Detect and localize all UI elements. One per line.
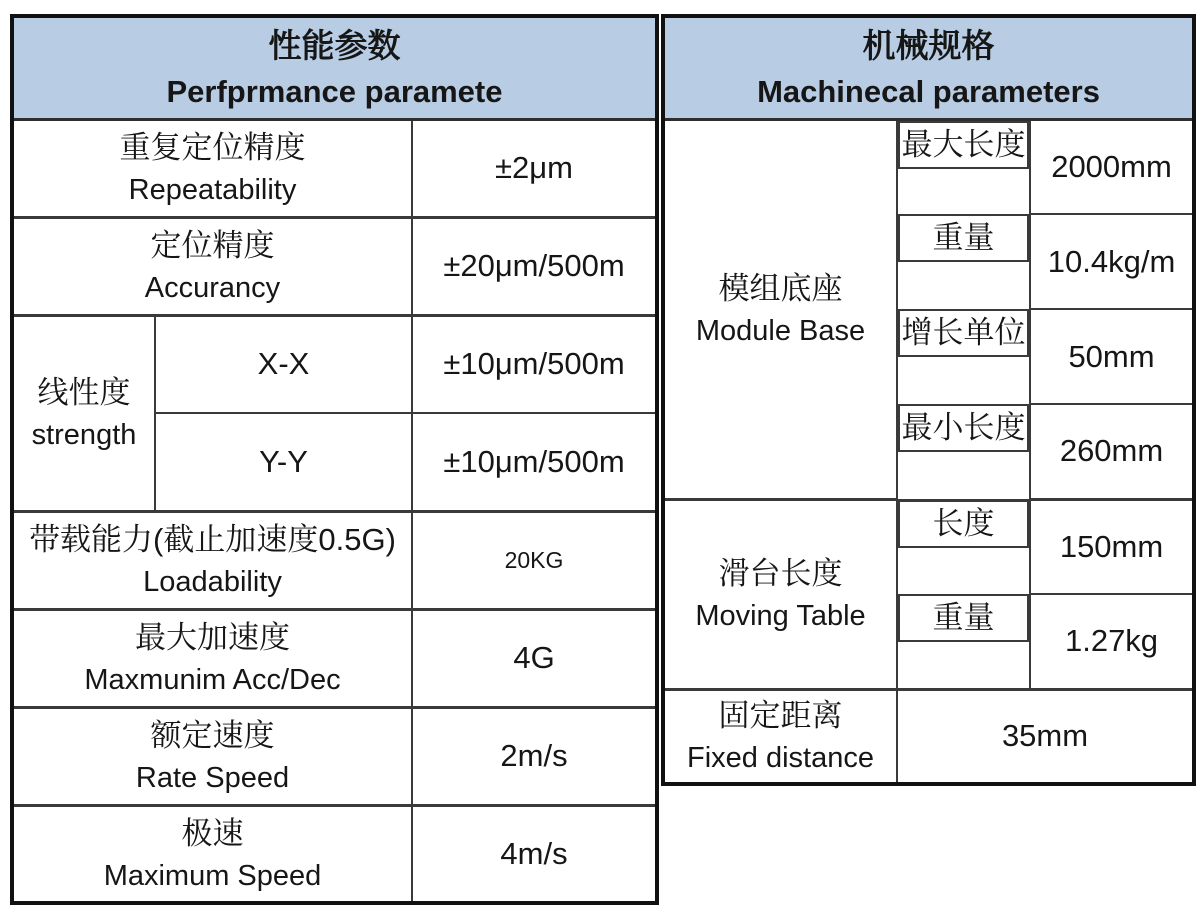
repeatability-label-cell xyxy=(12,119,412,217)
module-base-label-en: Module Base xyxy=(695,315,866,347)
performance-table-header xyxy=(12,16,657,119)
loadability-label-zh: 带载能力(截止加速度0.5G) xyxy=(29,522,396,557)
linearity-label-zh: 线性度 xyxy=(37,375,131,410)
rate-speed-label-en: Rate Speed xyxy=(135,762,290,794)
table-length-value: 150mm xyxy=(1030,499,1194,594)
loadability-label-cell xyxy=(12,511,412,609)
mechanical-title-en: Machinecal parameters xyxy=(757,73,1100,109)
linearity-xx-label: X-X xyxy=(155,315,412,413)
max-length-label: 最大长度 xyxy=(898,121,1029,169)
max-speed-label-en: Maximum Speed xyxy=(103,859,322,892)
performance-title-zh: 性能参数 xyxy=(268,26,401,64)
max-speed-value: 4m/s xyxy=(412,805,657,903)
rate-speed-label-zh: 额定速度 xyxy=(150,718,275,753)
accuracy-value: ±20μm/500m xyxy=(412,217,657,315)
fixed-distance-value: 35mm xyxy=(897,689,1194,784)
table-weight-value: 1.27kg xyxy=(1030,594,1194,689)
accuracy-label-zh: 定位精度 xyxy=(150,228,275,263)
base-weight-label: 重量 xyxy=(898,214,1029,262)
mechanical-title-zh: 机械规格 xyxy=(862,26,995,64)
fixed-distance-label-zh: 固定距离 xyxy=(718,698,843,734)
max-acc-label-en: Maxmunim Acc/Dec xyxy=(84,664,341,696)
linearity-yy-label: Y-Y xyxy=(155,413,412,511)
linearity-label-en: strength xyxy=(31,419,137,451)
module-base-label-zh: 模组底座 xyxy=(718,271,843,306)
accuracy-label-en: Accurancy xyxy=(144,272,281,304)
increment-unit-label: 增长单位 xyxy=(898,309,1029,357)
repeatability-value: ±2μm xyxy=(412,119,657,217)
linearity-xx-value: ±10μm/500m xyxy=(412,315,657,413)
repeatability-label-en: Repeatability xyxy=(128,174,297,206)
performance-table xyxy=(10,14,659,905)
moving-table-group-cell xyxy=(663,499,897,689)
table-length-label: 长度 xyxy=(898,499,1029,548)
increment-unit-value: 50mm xyxy=(1030,309,1194,404)
moving-table-label-zh: 滑台长度 xyxy=(718,556,843,591)
mechanical-table xyxy=(661,14,1196,786)
rate-speed-value: 2m/s xyxy=(412,707,657,805)
rate-speed-label-cell xyxy=(12,707,412,805)
mechanical-table-header xyxy=(663,16,1194,119)
min-length-value: 260mm xyxy=(1030,404,1194,499)
max-speed-label-zh: 极速 xyxy=(181,815,244,851)
max-speed-label-cell xyxy=(12,805,412,903)
moving-table-label-en: Moving Table xyxy=(695,600,866,632)
fixed-distance-label-en: Fixed distance xyxy=(687,742,874,775)
table-weight-label: 重量 xyxy=(898,594,1029,642)
repeatability-label-zh: 重复定位精度 xyxy=(119,130,306,165)
max-acc-value: 4G xyxy=(412,609,657,707)
max-acc-label-cell xyxy=(12,609,412,707)
loadability-value: 20KG xyxy=(412,511,657,609)
min-length-label: 最小长度 xyxy=(898,404,1029,452)
loadability-label-en: Loadability xyxy=(143,566,282,598)
performance-title-en: Perfprmance paramete xyxy=(166,73,503,109)
base-weight-value: 10.4kg/m xyxy=(1030,214,1194,309)
linearity-group-cell xyxy=(12,315,155,511)
max-length-value: 2000mm xyxy=(1030,119,1194,214)
linearity-yy-value: ±10μm/500m xyxy=(412,413,657,511)
max-acc-label-zh: 最大加速度 xyxy=(135,620,290,655)
accuracy-label-cell xyxy=(12,217,412,315)
module-base-group-cell xyxy=(663,119,897,499)
fixed-distance-label-cell xyxy=(663,689,897,784)
